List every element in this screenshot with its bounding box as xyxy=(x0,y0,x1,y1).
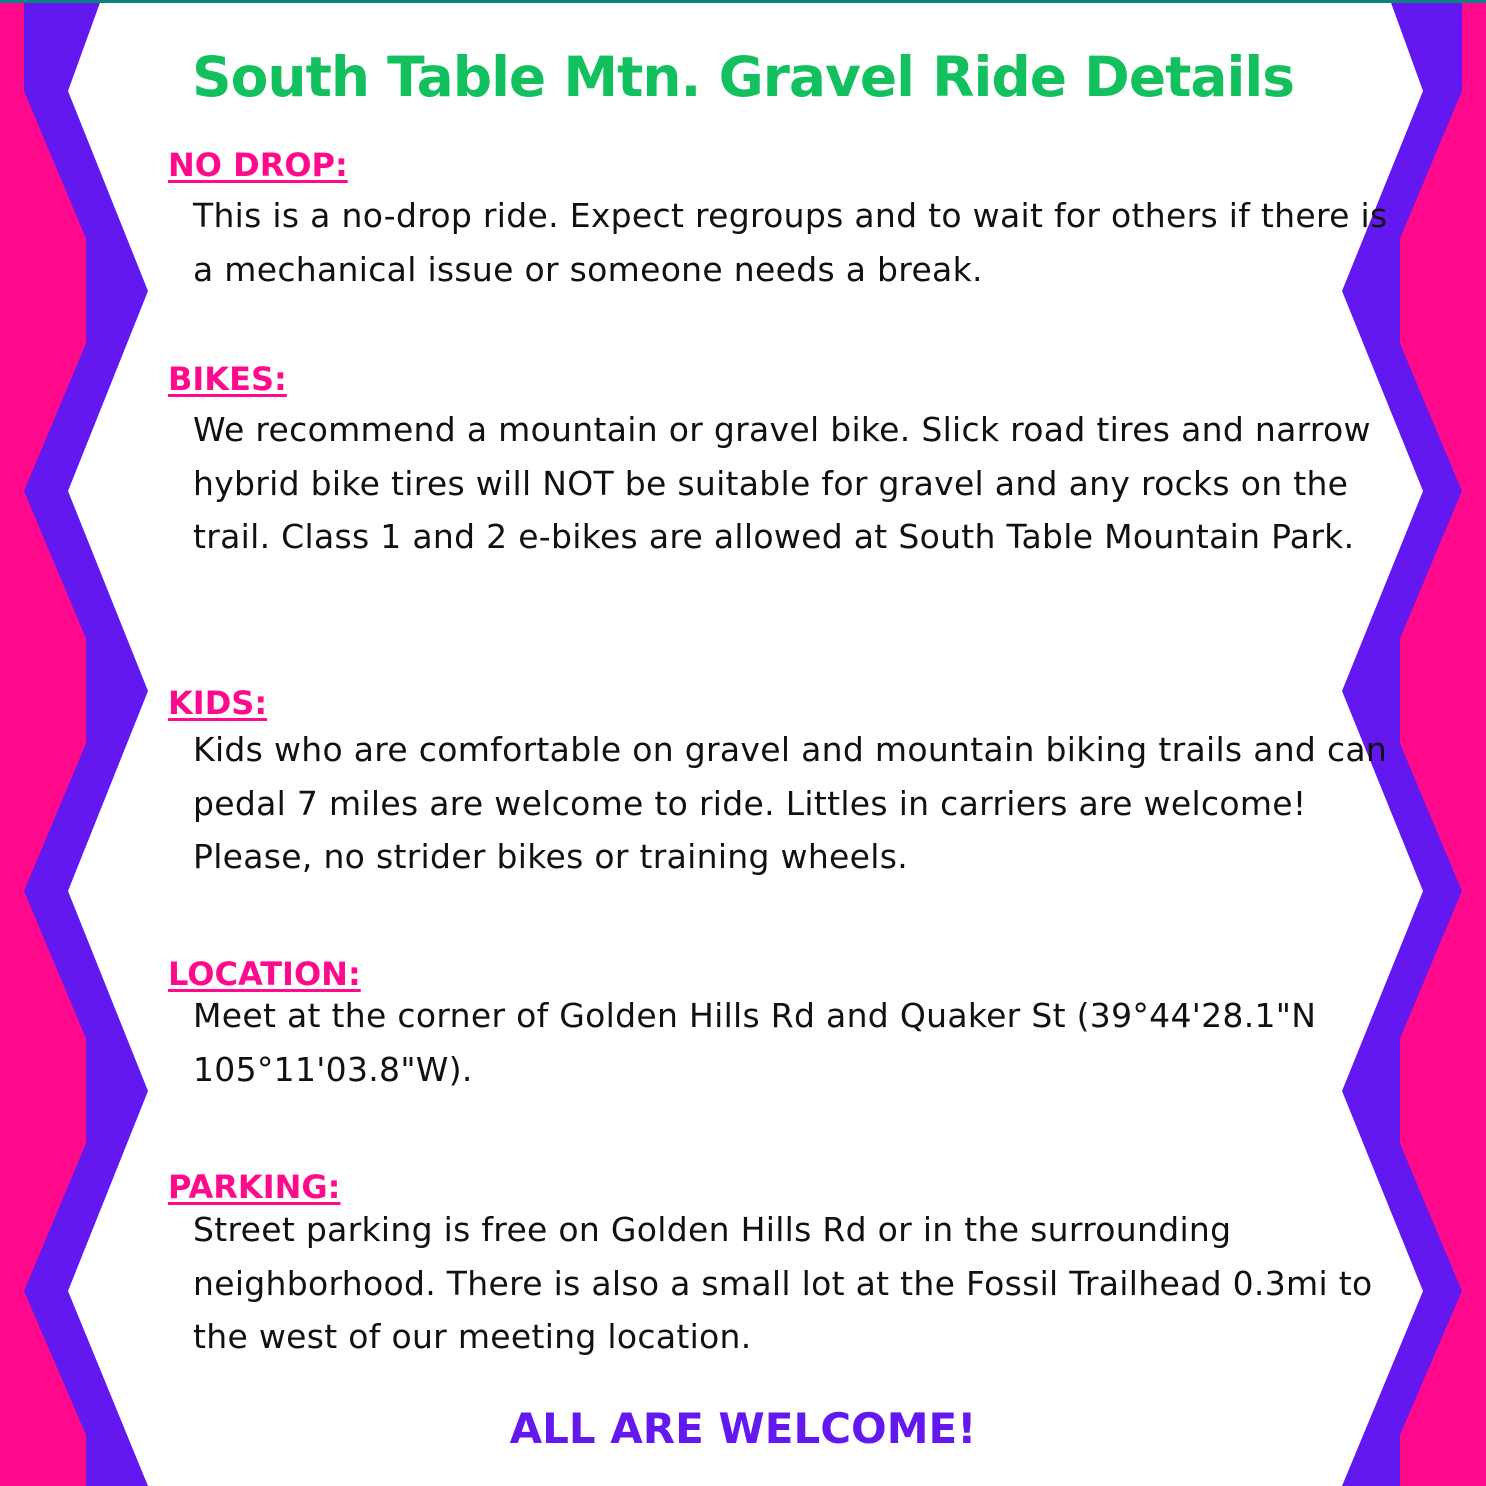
page-title: South Table Mtn. Gravel Ride Details xyxy=(192,45,1294,109)
section-heading-location: LOCATION: xyxy=(168,955,361,993)
section-body-parking: Street parking is free on Golden Hills Rd or in the surrounding neighborhood. There is also a small lot at the Fossil Trailhead 0.3mi to the west of our meeting location. xyxy=(193,1210,1373,1356)
section-heading-kids: KIDS: xyxy=(168,684,268,722)
section-body-kids: Kids who are comfortable on gravel and mountain biking trails and can pedal 7 miles are welcome to ride. Littles in carriers are welcome! Please, no strider bikes or training wheels. xyxy=(193,730,1388,876)
section-heading-no-drop: NO DROP: xyxy=(168,146,348,184)
section-body-location: Meet at the corner of Golden Hills Rd and Quaker St (39°44'28.1"N 105°11'03.8"W). xyxy=(193,996,1317,1089)
section-heading-bikes: BIKES: xyxy=(168,360,287,398)
top-rule xyxy=(0,0,1486,3)
section-body-bikes: We recommend a mountain or gravel bike. Slick road tires and narrow hybrid bike tires will NOT be suitable for gravel and any rocks on the trail. Class 1 and 2 e-bikes are allowed at South Table Mountain Park. xyxy=(193,410,1371,556)
all-are-welcome-footer: ALL ARE WELCOME! xyxy=(509,1404,977,1453)
section-heading-parking: PARKING: xyxy=(168,1168,341,1206)
section-body-no-drop: This is a no-drop ride. Expect regroups and to wait for others if there is a mechanical issue or someone needs a break. xyxy=(193,196,1388,289)
